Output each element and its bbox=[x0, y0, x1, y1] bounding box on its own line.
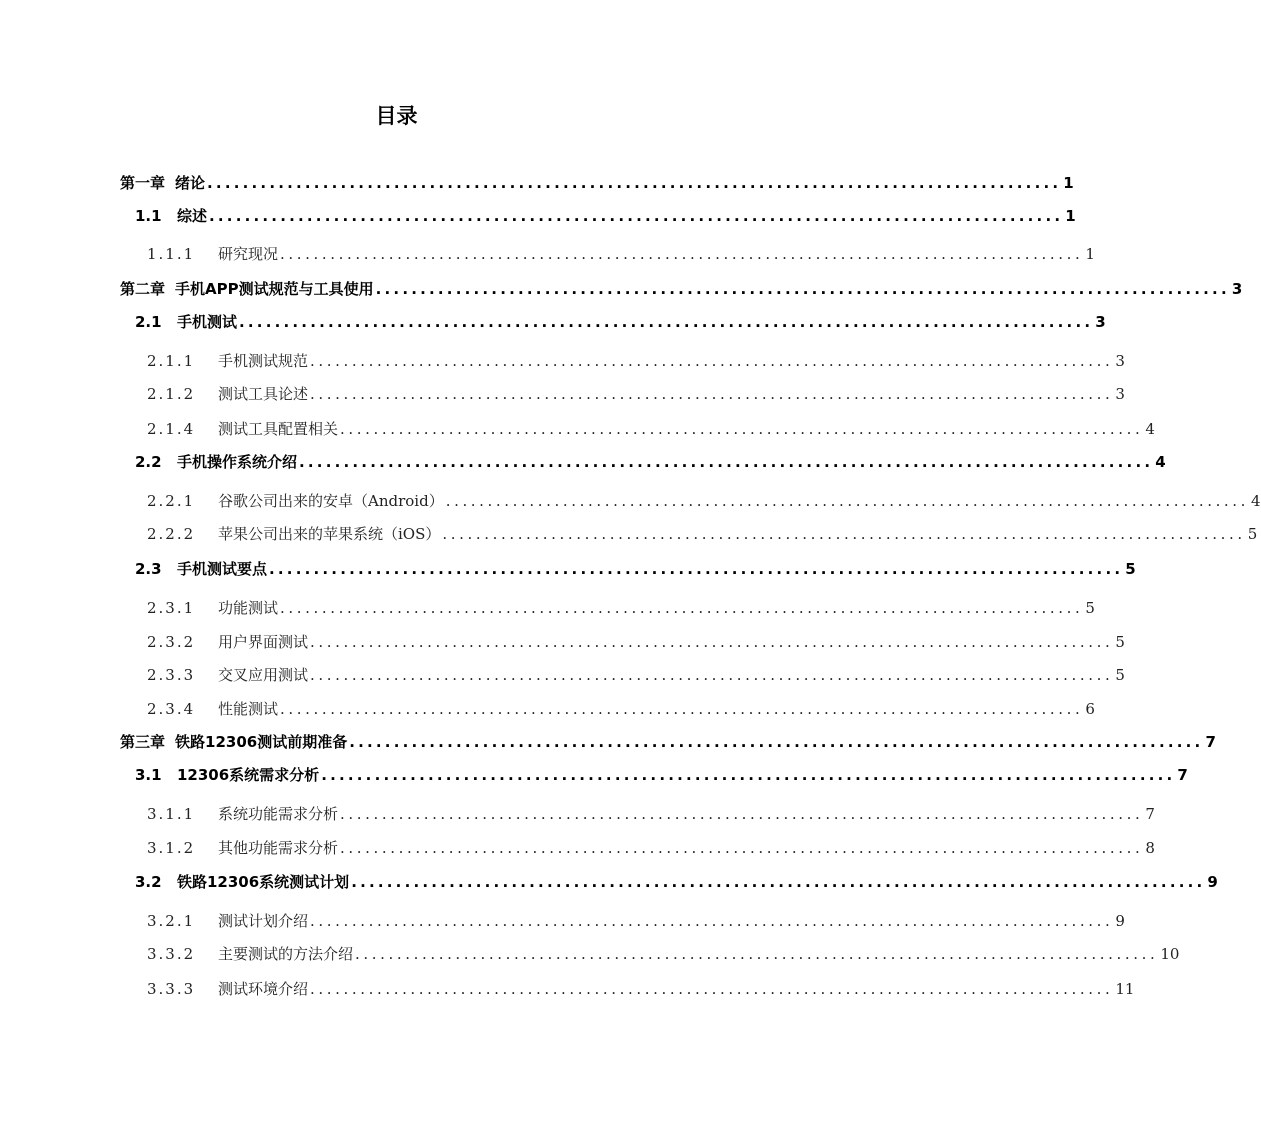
dot-leader: ................................................................................................ bbox=[310, 385, 1114, 403]
toc-entry-text: 综述 bbox=[177, 207, 208, 225]
toc-entry-page: 4 bbox=[1155, 453, 1166, 471]
toc-entry-number: 2.3.4 bbox=[147, 700, 196, 718]
toc-entry-page: 8 bbox=[1145, 839, 1155, 857]
toc-entry-section[interactable] bbox=[135, 451, 1166, 473]
dot-leader: ................................................................................................ bbox=[355, 945, 1159, 963]
toc-entry-number: 1.1 bbox=[135, 207, 162, 225]
dot-leader: ................................................................................................ bbox=[280, 599, 1084, 617]
toc-entry-text: 手机APP测试规范与工具使用 bbox=[175, 280, 374, 298]
toc-entry-number: 2.2.1 bbox=[147, 492, 196, 510]
toc-entry-page: 5 bbox=[1115, 666, 1125, 684]
toc-entry-text: 12306系统需求分析 bbox=[177, 766, 320, 784]
toc-entry-text: 铁路12306测试前期准备 bbox=[175, 733, 348, 751]
toc-entry-number: 2.3.1 bbox=[147, 599, 196, 617]
toc-entry-number: 2.3.3 bbox=[147, 666, 196, 684]
toc-entry-number: 第二章 bbox=[120, 280, 166, 298]
toc-entry-page: 9 bbox=[1115, 912, 1125, 930]
dot-leader: ................................................................................................ bbox=[280, 245, 1084, 263]
toc-entry-number: 1.1.1 bbox=[147, 245, 196, 263]
toc-entry-subsection[interactable] bbox=[147, 978, 1135, 1000]
toc-entry-page: 3 bbox=[1115, 385, 1125, 403]
toc-entry-number: 2.1.4 bbox=[147, 420, 196, 438]
dot-leader: ................................................................................................ bbox=[310, 980, 1114, 998]
toc-entry-number: 第三章 bbox=[120, 733, 166, 751]
toc-entry-page: 1 bbox=[1065, 207, 1076, 225]
toc-entry-text: 测试环境介绍 bbox=[218, 980, 309, 998]
toc-entry-page: 5 bbox=[1125, 560, 1136, 578]
toc-entry-subsection[interactable] bbox=[147, 383, 1125, 405]
toc-entry-text: 性能测试 bbox=[218, 700, 279, 718]
toc-entry-text: 铁路12306系统测试计划 bbox=[177, 873, 350, 891]
toc-entry-subsection[interactable] bbox=[147, 597, 1095, 619]
dot-leader: ................................................................................................ bbox=[310, 633, 1114, 651]
toc-entry-text: 用户界面测试 bbox=[218, 633, 309, 651]
toc-entry-page: 11 bbox=[1115, 980, 1135, 998]
toc-entry-text: 谷歌公司出来的安卓（Android） bbox=[218, 492, 444, 510]
toc-entry-subsection[interactable] bbox=[147, 418, 1155, 440]
toc-entry-section[interactable] bbox=[135, 205, 1076, 227]
toc-entry-subsection[interactable] bbox=[147, 631, 1125, 653]
toc-entry-subsection[interactable] bbox=[147, 664, 1125, 686]
toc-entry-page: 3 bbox=[1231, 280, 1243, 298]
dot-leader: ................................................................................................ bbox=[340, 839, 1144, 857]
dot-leader: ................................................................................................ bbox=[340, 420, 1144, 438]
dot-leader: ................................................................................................ bbox=[269, 560, 1124, 578]
toc-entry-number: 第一章 bbox=[120, 174, 166, 192]
toc-entry-text: 功能测试 bbox=[218, 599, 279, 617]
toc-entry-text: 主要测试的方法介绍 bbox=[218, 945, 354, 963]
toc-entry-page: 3 bbox=[1115, 352, 1125, 370]
toc-entry-page: 3 bbox=[1095, 313, 1106, 331]
toc-entry-subsection[interactable] bbox=[147, 803, 1155, 825]
dot-leader: ................................................................................................ bbox=[310, 666, 1114, 684]
dot-leader: ................................................................................................ bbox=[445, 492, 1250, 510]
toc-entry-page: 4 bbox=[1145, 420, 1155, 438]
toc-entry-subsection[interactable] bbox=[147, 910, 1125, 932]
toc-entry-text: 测试计划介绍 bbox=[218, 912, 309, 930]
toc-entry-subsection[interactable] bbox=[147, 243, 1095, 265]
dot-leader: ................................................................................................ bbox=[351, 873, 1206, 891]
toc-entry-number: 2.3.2 bbox=[147, 633, 196, 651]
dot-leader: ................................................................................................ bbox=[207, 174, 1062, 192]
dot-leader: ................................................................................................ bbox=[239, 313, 1094, 331]
toc-entry-subsection[interactable] bbox=[147, 490, 1261, 512]
toc-entry-number: 2.1.1 bbox=[147, 352, 196, 370]
toc-entry-subsection[interactable] bbox=[147, 943, 1180, 965]
toc-title: 目录 bbox=[375, 104, 418, 128]
toc-entry-subsection[interactable] bbox=[147, 837, 1155, 859]
toc-entry-number: 3.2 bbox=[135, 873, 162, 891]
dot-leader: ................................................................................................ bbox=[310, 912, 1114, 930]
toc-entry-text: 研究现况 bbox=[218, 245, 279, 263]
dot-leader: ................................................................................................ bbox=[299, 453, 1154, 471]
toc-entry-page: 10 bbox=[1160, 945, 1180, 963]
dot-leader: ................................................................................................ bbox=[280, 700, 1084, 718]
toc-entry-number: 2.1 bbox=[135, 313, 162, 331]
dot-leader: ................................................................................................ bbox=[321, 766, 1176, 784]
toc-entry-page: 7 bbox=[1205, 733, 1216, 751]
toc-entry-number: 2.1.2 bbox=[147, 385, 196, 403]
toc-entry-text: 绪论 bbox=[175, 174, 206, 192]
toc-entry-text: 手机测试规范 bbox=[218, 352, 309, 370]
dot-leader: ................................................................................................ bbox=[310, 352, 1114, 370]
toc-entry-text: 测试工具论述 bbox=[218, 385, 309, 403]
toc-entry-text: 其他功能需求分析 bbox=[218, 839, 339, 857]
toc-entry-page: 6 bbox=[1085, 700, 1095, 718]
toc-entry-chapter[interactable] bbox=[120, 731, 1216, 753]
toc-entry-page: 7 bbox=[1145, 805, 1155, 823]
toc-entry-section[interactable] bbox=[135, 311, 1106, 333]
toc-entry-text: 交叉应用测试 bbox=[218, 666, 309, 684]
toc-entry-text: 手机测试要点 bbox=[177, 560, 268, 578]
toc-entry-text: 系统功能需求分析 bbox=[218, 805, 339, 823]
toc-entry-number: 3.2.1 bbox=[147, 912, 196, 930]
toc-entry-number: 2.3 bbox=[135, 560, 162, 578]
toc-entry-number: 3.1.2 bbox=[147, 839, 196, 857]
toc-entry-text: 手机操作系统介绍 bbox=[177, 453, 298, 471]
dot-leader: ................................................................................................ bbox=[375, 280, 1230, 298]
toc-entry-subsection[interactable] bbox=[147, 350, 1125, 372]
toc-entry-number: 2.2.2 bbox=[147, 525, 196, 543]
dot-leader: ................................................................................................ bbox=[209, 207, 1064, 225]
toc-entry-page: 4 bbox=[1251, 492, 1261, 510]
toc-entry-number: 3.3.2 bbox=[147, 945, 196, 963]
toc-entry-number: 2.2 bbox=[135, 453, 162, 471]
toc-entry-subsection[interactable] bbox=[147, 698, 1095, 720]
toc-entry-page: 1 bbox=[1063, 174, 1074, 192]
toc-entry-page: 5 bbox=[1247, 525, 1258, 543]
toc-entry-section[interactable] bbox=[135, 558, 1136, 580]
toc-entry-chapter[interactable] bbox=[120, 278, 1243, 300]
dot-leader: ................................................................................................ bbox=[349, 733, 1204, 751]
dot-leader: ................................................................................................ bbox=[442, 525, 1246, 543]
toc-entry-text: 测试工具配置相关 bbox=[218, 420, 339, 438]
toc-entry-text: 苹果公司出来的苹果系统（iOS） bbox=[218, 525, 441, 543]
toc-entry-page: 9 bbox=[1207, 873, 1218, 891]
toc-entry-number: 3.1 bbox=[135, 766, 162, 784]
toc-entry-chapter[interactable] bbox=[120, 172, 1074, 194]
toc-entry-page: 7 bbox=[1177, 766, 1188, 784]
toc-entry-number: 3.3.3 bbox=[147, 980, 196, 998]
toc-entry-section[interactable] bbox=[135, 871, 1218, 893]
toc-entry-page: 1 bbox=[1085, 245, 1095, 263]
toc-entry-number: 3.1.1 bbox=[147, 805, 196, 823]
toc-entry-text: 手机测试 bbox=[177, 313, 238, 331]
toc-entry-page: 5 bbox=[1115, 633, 1125, 651]
toc-entry-page: 5 bbox=[1085, 599, 1095, 617]
dot-leader: ................................................................................................ bbox=[340, 805, 1144, 823]
toc-entry-subsection[interactable] bbox=[147, 523, 1258, 545]
toc-entry-section[interactable] bbox=[135, 764, 1188, 786]
